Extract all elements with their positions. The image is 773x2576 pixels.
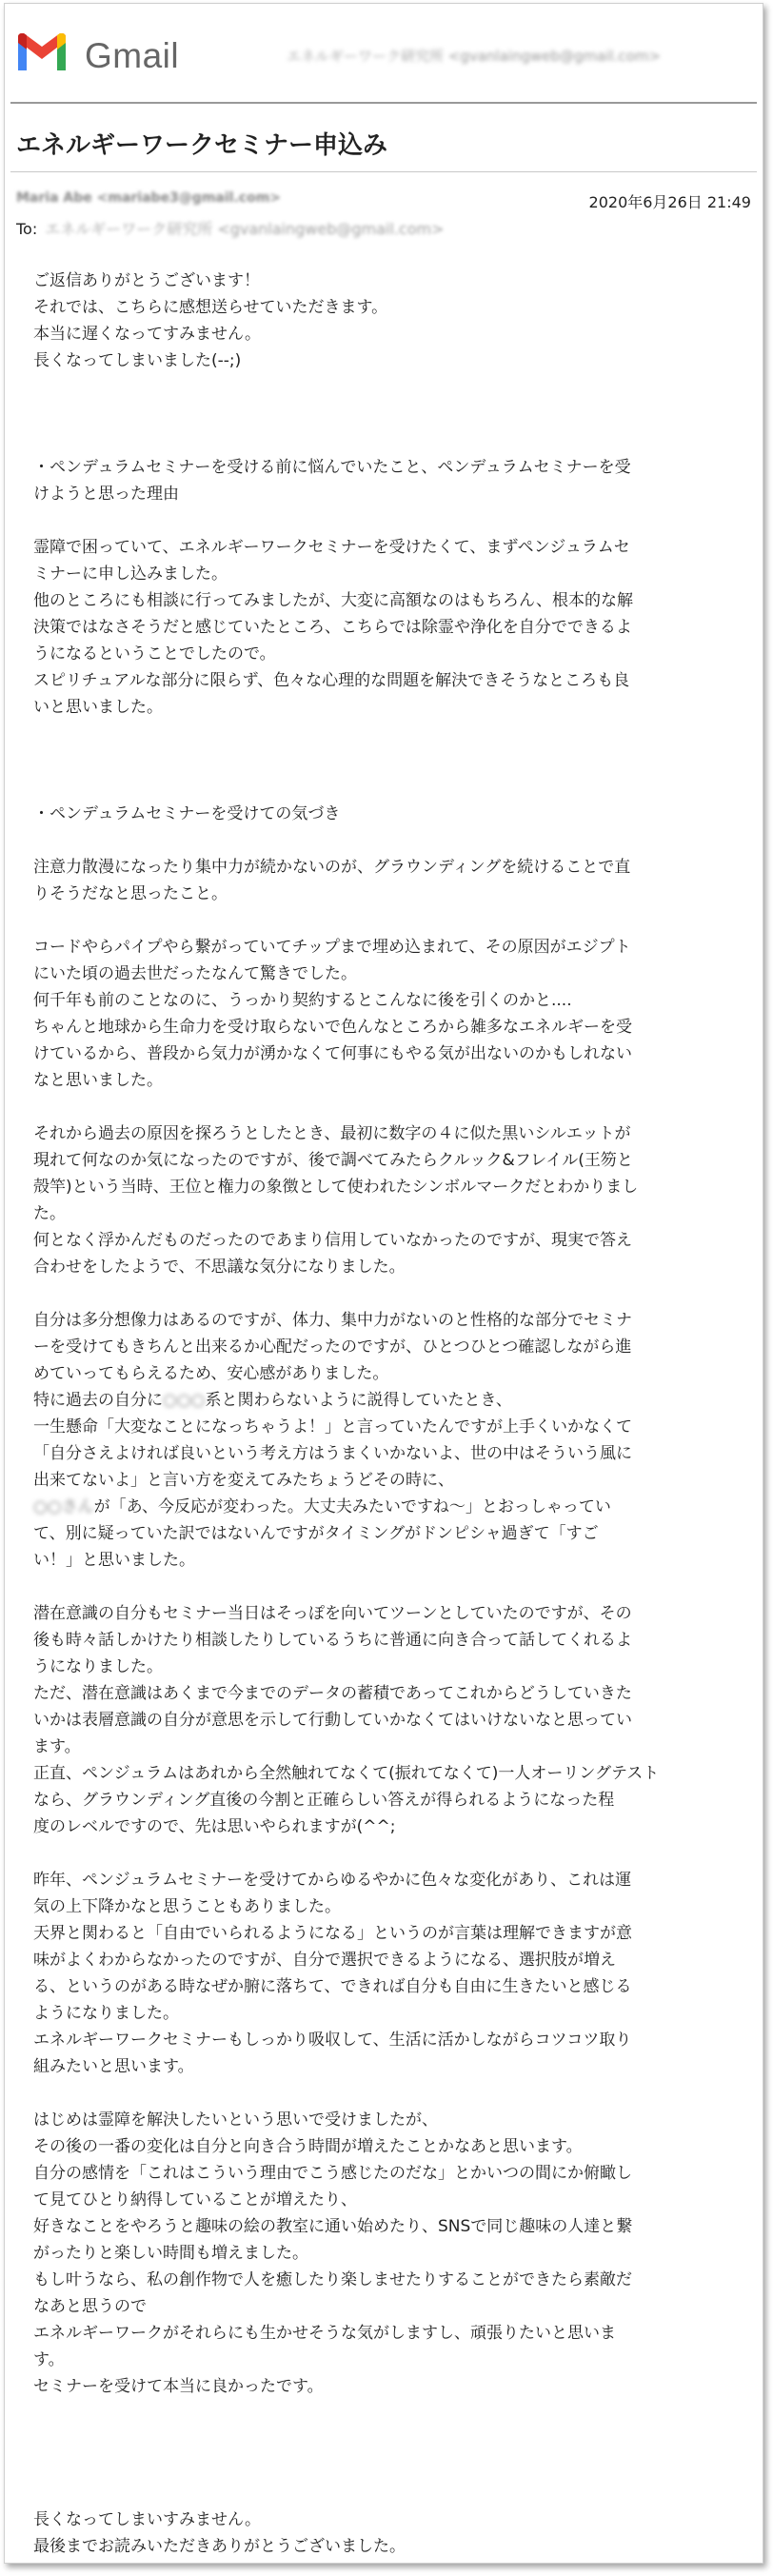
email-print-view bbox=[4, 3, 763, 2564]
email-paragraph: ・ペンデュラムセミナーを受ける前に悩んでいたこと、ペンデュラムセミナーを受 けようと思った理由 bbox=[33, 458, 631, 504]
email-paragraph: 自分は多分想像力はあるのですが、体力、集中力がないのと性格的な部分でセミナ ーを受けてもきちんと出来るか心配だったのですが、ひとつひとつ確認しながら進 めていってもらえるため、安心感がありました。 特に過去の自分に○○○系と関わらないように説得していたとき、 一生懸命「大変なことになっちゃうよ！」と言っていたんですが上手くいかなくて 「自分さえよければ良いという考え方はうまくいかないよ、世の中はそういう風に 出来てないよ」と言い方を変えてみたちょうどその時に、 ○○さんが「あ、今反応が変わった。大丈夫みたいですね～」とおっしゃってい て、別に疑っていた訳ではないんですがタイミングがドンピシャ過ぎて「すご い！」と思いました。 bbox=[33, 1311, 632, 1570]
email-date: 2020年6月26日 21:49 bbox=[588, 193, 751, 211]
email-paragraph: ・ペンデュラムセミナーを受けての気づき bbox=[33, 804, 341, 823]
email-paragraph: 注意力散漫になったり集中力が続かないのが、グラウンディングを続けることで直 りそうだなと思ったこと。 bbox=[33, 858, 631, 903]
email-paragraph: はじめは霊障を解決したいという思いで受けましたが、 その後の一番の変化は自分と向き合う時間が増えたことかなあと思います。 自分の感情を「これはこういう理由でこう感じたのだな」とかいつの間にか俯瞰し て見てひとり納得していることが増えたり、 好きなことをやろうと趣味の絵の教室に通い始めたり、SNSで同じ趣味の人達と繋 がったりと楽しい時間も増えました。 もし叶うなら、私の創作物で人を癒したり楽しませたりすることができたら素敵だ なあと思うので エネルギーワークがそれらにも生かせそうな気がしますし、頑張りたいと思いま す。 セミナーを受けて本当に良かったです。 bbox=[33, 2110, 633, 2396]
email-subject: エネルギーワークセミナー申込み bbox=[16, 131, 388, 160]
email-paragraph: 昨年、ペンジュラムセミナーを受けてからゆるやかに色々な変化があり、これは運 気の上下降かなと思うこともありました。 天界と関わると「自由でいられるようになる」というのが言葉は理解できますが意 味がよくわからなかったのですが、自分で選択できるようになる、選択肢が増え る、というのがある時なぜか腑に落ちて、できれば自分も自由に生きたいと感じる ようになりました。 エネルギーワークセミナーもしっかり吸収して、生活に活かしながらコツコツ取り 組みたいと思います。 bbox=[33, 1871, 632, 2076]
email-paragraph: 霊障で困っていて、エネルギーワークセミナーを受けたくて、まずペンジュラムセ ミナーに申し込みました。 他のところにも相談に行ってみましたが、大変に高額なのはもちろん、根本的な解 決策ではなさそうだと感じていたところ、こちらでは除霊や浄化を自分でできるよ うになるということでしたので。 スピリチュアルな部分に限らず、色々な心理的な問題を解決できそうなところも良 いと思いました。 bbox=[33, 538, 634, 717]
gmail-wordmark: Gmail bbox=[85, 36, 180, 75]
email-paragraph: それから過去の原因を探ろうとしたとき、最初に数字の４に似た黒いシルエットが 現れて何なのか気になったのですが、後で調べてみたらクルック&フレイル(王笏と 殻竿)という当時、王位と権力の象徴として使われたシンボルマークだとわかりまし た。 何となく浮かんだものだったのであまり信用していなかったのですが、現実で答え 合わせをしたようで、不思議な気分になりました。 bbox=[33, 1124, 639, 1277]
email-paragraph: 長くなってしまいすみません。 最後までお読みいただきありがとうございました。 bbox=[33, 2510, 406, 2556]
account-email: エネルギーワーク研究所 <gvanlaingweb@gmail.com> bbox=[287, 48, 662, 65]
email-paragraph: コードやらパイプやら繋がっていてチップまで埋め込まれて、その原因がエジプト にいた頃の過去世だったなんて驚きでした。 何千年も前のことなのに、うっかり契約するとこんなに後を引くのかと.... ちゃんと地球から生命力を受け取らないで色んなところから雑多なエネルギーを受 けているから、普段から気力が湧かなくて何事にもやる気が出ないのかもしれない なと思いました。 bbox=[33, 938, 632, 1090]
email-paragraph: 潜在意識の自分もセミナー当日はそっぽを向いてツーンとしていたのですが、その 後も時々話しかけたり相談したりしているうちに普通に向き合って話してくれるよ うになりました。 ただ、潜在意識はあくまで今までのデータの蓄積であってこれからどうしていきた いかは表層意識の自分が意思を示して行動していかなくてはいけないなと思ってい ます。 正直、ペンジュラムはあれから全然触れてなくて(振れてなくて)一人オーリングテスト なら、グラウンディング直後の今割と正確らしい答えが得られるようになった程 度のレベルですので、先は思いやられますが(^^; bbox=[33, 1604, 660, 1836]
to-label: To: bbox=[16, 220, 38, 238]
redacted-text: ○○さん bbox=[33, 1497, 94, 1516]
gmail-header bbox=[5, 4, 763, 160]
recipient: エネルギーワーク研究所 <gvanlaingweb@gmail.com> bbox=[45, 220, 445, 238]
recipient-row bbox=[16, 217, 444, 239]
email-paragraph: ご返信ありがとうございます！ それでは、こちらに感想送らせていただきます。 本当に遅くなってすみません。 長くなってしまいました(--;) bbox=[33, 271, 388, 370]
gmail-logo-icon bbox=[14, 32, 69, 72]
subject-divider bbox=[10, 171, 757, 172]
header-divider bbox=[10, 102, 757, 104]
email-body bbox=[33, 268, 733, 2560]
redacted-text: ○○○ bbox=[163, 1391, 206, 1410]
sender: Maria Abe <mariabe3@gmail.com> bbox=[16, 190, 282, 206]
